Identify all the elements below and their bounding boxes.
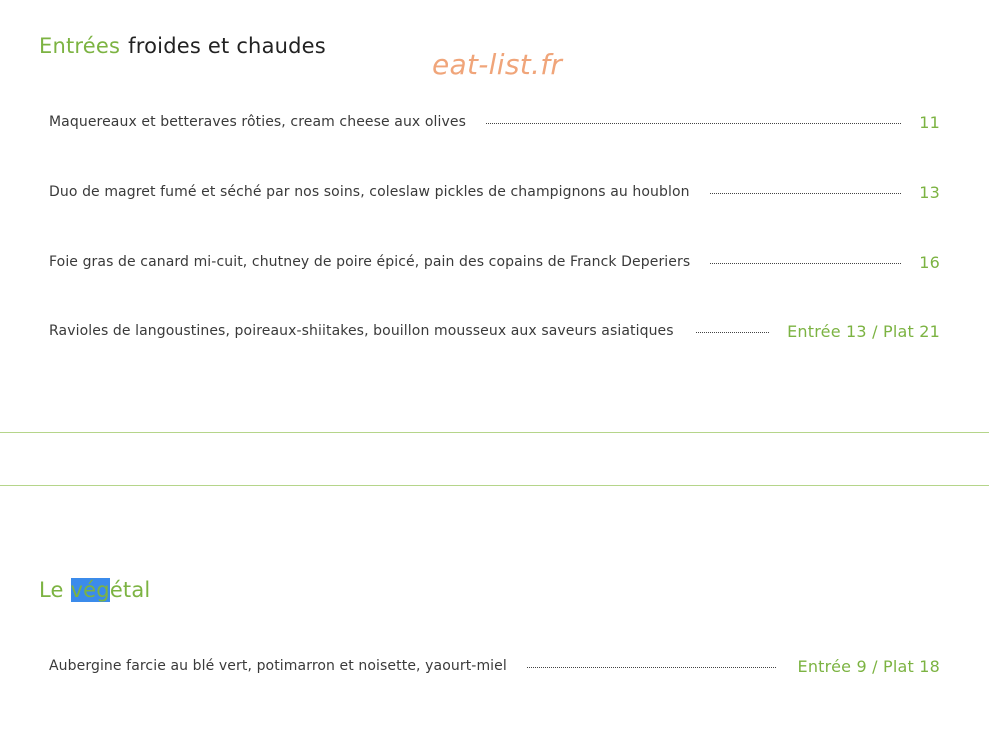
dotted-leader [486, 123, 901, 124]
dotted-leader [527, 667, 776, 668]
dotted-leader [710, 193, 902, 194]
menu-item-name: Foie gras de canard mi-cuit, chutney de poire épicé, pain des copains de Franck Deperiers [49, 254, 691, 270]
menu-item-name: Ravioles de langoustines, poireaux-shiitakes, bouillon mousseux aux saveurs asiatiques [49, 323, 674, 339]
menu-item [49, 251, 940, 273]
menu-item-price: 11 [919, 112, 940, 132]
dotted-leader [710, 263, 901, 264]
section-title-prefix: Le [39, 578, 71, 602]
section-title-vegetal [39, 578, 150, 602]
section-title-accent: Entrées [39, 34, 121, 58]
menu-item-name: Maquereaux et betteraves rôties, cream cheese aux olives [49, 114, 467, 130]
section-divider [0, 432, 989, 433]
menu-item-name: Duo de magret fumé et séché par nos soins, coleslaw pickles de champignons au houblon [49, 184, 690, 200]
section-divider [0, 485, 989, 486]
menu-item-price: Entrée 13 / Plat 21 [787, 321, 940, 341]
menu-item [49, 320, 940, 342]
section-title-entrees [39, 34, 326, 58]
menu-item [49, 111, 940, 133]
menu-item-name: Aubergine farcie au blé vert, potimarron et noisette, yaourt-miel [49, 658, 507, 674]
menu-item [49, 655, 940, 677]
watermark: eat-list.fr [432, 48, 563, 81]
section-title-rest: froides et chaudes [128, 34, 326, 58]
menu-item-price: 16 [919, 252, 940, 272]
section-title-suffix: étal [109, 578, 151, 602]
selected-text-highlight[interactable]: vég [70, 578, 110, 602]
menu-item-price: 13 [919, 182, 940, 202]
menu-item-price: Entrée 9 / Plat 18 [797, 656, 940, 676]
menu-item [49, 181, 940, 203]
dotted-leader [696, 332, 769, 333]
